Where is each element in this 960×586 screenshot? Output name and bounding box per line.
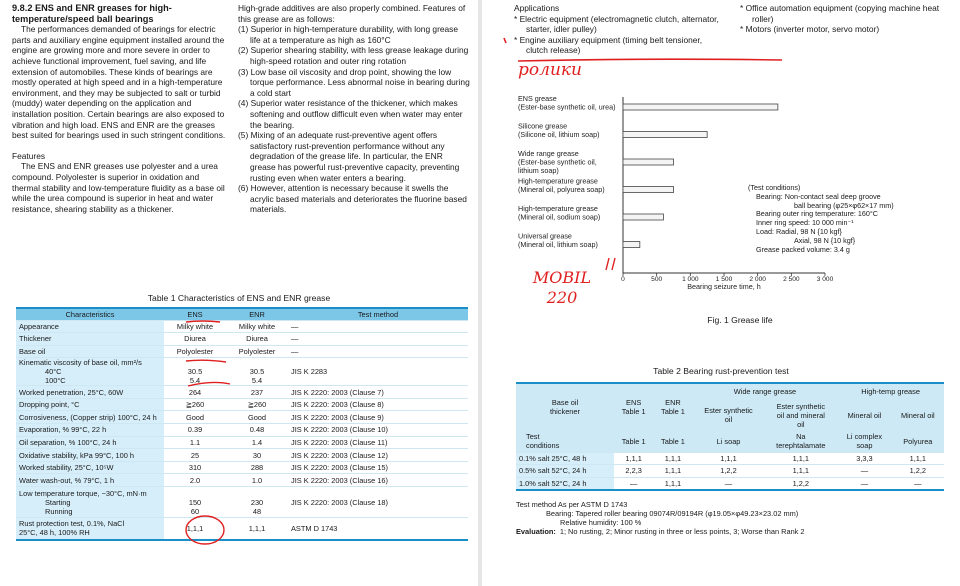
- note-line: Evaluation:: [516, 527, 556, 536]
- test-condition-line: Bearing: Non-contact seal deep groove: [756, 191, 881, 201]
- features-intro: High-grade additives are also properly combined. Features of this grease are as follows:: [238, 3, 466, 24]
- table1-cell: JIS K 2220: 2003 (Clause 18): [288, 487, 468, 518]
- table1-cell: —: [288, 320, 468, 333]
- chart-x-label: Bearing seizure time, h: [687, 282, 761, 291]
- test-condition-line: Load: Radial, 98 N {10 kgf}: [756, 226, 842, 236]
- test-condition-line: (Test conditions): [748, 183, 801, 192]
- application-item: * Motors (inverter motor, servo motor): [740, 24, 880, 35]
- chart-category-label: High-temperature grease (Mineral oil, sodium soap): [518, 204, 601, 222]
- table1-row: [16, 436, 468, 449]
- table1-header: ENS: [164, 308, 226, 320]
- table1-cell: JIS K 2220: 2003 (Clause 10): [288, 424, 468, 437]
- table2-cell: 1,2,2: [892, 465, 944, 478]
- table1-cell: JIS K 2220: 2003 (Clause 7): [288, 386, 468, 399]
- table2-cell: —: [837, 477, 891, 490]
- table1-cell: JIS K 2220: 2003 (Clause 11): [288, 436, 468, 449]
- ink-mark-tick: [504, 38, 506, 43]
- chart-category-label: High-temperature grease (Mineral oil, polyurea soap): [518, 176, 605, 194]
- table1-cell: 30: [226, 449, 288, 462]
- table1-cell: 1.0: [226, 474, 288, 487]
- table1-header: Characteristics: [16, 308, 164, 320]
- test-condition-line: Axial, 98 N {10 kgf}: [794, 235, 856, 245]
- table1-cell: Water wash-out, % 79°C, 1 h: [16, 474, 164, 487]
- table1-cell: 30.5 5.4: [164, 358, 226, 386]
- note-line: Relative humidity: 100 %: [560, 518, 642, 527]
- table2-group-header: Wide range grease: [693, 383, 838, 400]
- table2-col-header: Mineral oil: [892, 400, 944, 430]
- chart-category-label: Wide range grease (Ester-base synthetic oil, lithium soap): [518, 149, 597, 175]
- table1-cell: JIS K 2220: 2003 (Clause 16): [288, 474, 468, 487]
- table1-cell: 288: [226, 461, 288, 474]
- chart-x-tick-label: 0: [621, 276, 625, 283]
- table1-cell: 1.4: [226, 436, 288, 449]
- table1-cell: Evaporation, % 99°C, 22 h: [16, 424, 164, 437]
- table2-cell: 1,1,1: [892, 452, 944, 465]
- table1-cell: Worked stability, 25°C, 10⁵W: [16, 461, 164, 474]
- table1-cell: JIS K 2220: 2003 (Clause 12): [288, 449, 468, 462]
- table1-cell: Corrosiveness, (Copper strip) 100°C, 24 h: [16, 411, 164, 424]
- table1-cell: 1.1: [164, 436, 226, 449]
- application-item: * Office automation equipment (copying machine heat roller): [740, 3, 940, 24]
- table1-row: [16, 461, 468, 474]
- section-title: 9.8.2 ENS and ENR greases for high-temperature/speed ball bearings: [12, 3, 172, 24]
- table2-group-header: High-temp grease: [837, 383, 944, 400]
- features-paragraph: The ENS and ENR greases use polyester and a urea compound. Polyolester is superior in oxidation and thermal stability and low-temperature fluidity as a base oil while the urea compound is superior in heat and water resistance, shearing stability as a thickener.: [12, 161, 225, 214]
- table1-cell: 1,1,1: [164, 518, 226, 540]
- table2-subheader: Li complex soap: [837, 430, 891, 452]
- table2-cell: 2,2,3: [614, 465, 653, 478]
- table1-cell: JIS K 2283: [288, 358, 468, 386]
- chart-x-tick-label: 3 000: [816, 276, 834, 283]
- table2-caption: Table 2 Bearing rust-prevention test: [653, 366, 789, 376]
- table1-row: [16, 398, 468, 411]
- table1-cell: 230 48: [226, 487, 288, 518]
- features-list-item: (6) However, attention is necessary because it swells the acrylic based materials and deteriorates the fluorine based materials.: [238, 183, 467, 215]
- test-condition-line: Bearing outer ring temperature: 160°C: [756, 209, 878, 219]
- table2-cell: —: [693, 477, 765, 490]
- table2-corner-bottom: Test conditions: [516, 430, 614, 452]
- table2-cell: —: [892, 477, 944, 490]
- features-list-item: (3) Low base oil viscosity and drop point, showing the low torque performance. Less abnormal noise in bearing during a cold start: [238, 66, 470, 98]
- chart-bar: [623, 159, 674, 165]
- table1-row: [16, 333, 468, 346]
- note-line: Bearing: Tapered roller bearing 09074R/09194R (φ19.05×φ49.23×23.02 mm): [546, 509, 799, 518]
- left-column-2: [238, 3, 470, 215]
- table1-row: [16, 345, 468, 358]
- table1-cell: Dropping point, °C: [16, 398, 164, 411]
- chart-x-tick-label: 2 000: [749, 276, 766, 283]
- table2-col-header: ENS Table 1: [614, 383, 653, 430]
- features-list-item: (4) Superior water resistance of the thickener, which makes softening and outflow difficult even when water may enter the bearing.: [238, 98, 463, 130]
- features-list-item: (1) Superior in high-temperature durability, with long grease life at a temperature as high as 160°C: [238, 24, 459, 45]
- table1-row: [16, 449, 468, 462]
- chart-x-tick-label: 1 500: [715, 276, 733, 283]
- table2-col-header: Mineral oil: [837, 400, 891, 430]
- table1-cell: Base oil: [16, 345, 164, 358]
- table2-subheader: Polyurea: [892, 430, 944, 452]
- figure-caption: Fig. 1 Grease life: [707, 315, 773, 325]
- table1-cell: Low temperature torque, −30°C, mN·m Starting Running: [16, 487, 164, 518]
- table1-row: [16, 424, 468, 437]
- table1-cell: 150 60: [164, 487, 226, 518]
- chart-bar: [623, 187, 674, 193]
- table1-cell: Worked penetration, 25°C, 60W: [16, 386, 164, 399]
- table1-cell: Polyolester: [226, 345, 288, 358]
- table1-cell: Appearance: [16, 320, 164, 333]
- handwriting-rollers: ролики: [518, 60, 582, 80]
- table1-cell: ≧260: [164, 398, 226, 411]
- table2-header-row: [516, 383, 944, 400]
- features-list-item: (2) Superior shearing stability, with less grease leakage during high-speed rotation and outer ring rotation: [238, 45, 469, 66]
- left-column-1: [12, 3, 228, 214]
- table1-cell: 0.39: [164, 424, 226, 437]
- test-conditions: [748, 184, 958, 254]
- test-condition-line: Inner ring speed: 10 000 min⁻¹: [756, 218, 854, 228]
- table2-cell: —: [614, 477, 653, 490]
- handwriting-mobil: MOBIL 220: [532, 268, 592, 307]
- table1-row: [16, 358, 468, 386]
- features-list-item: (5) Mixing of an adequate rust-preventive agent offers satisfactory rust-prevention performance without any degradation of the grease life. In particular, the ENR grease has powerful rust-preventive capacity, preventing rusting even when water enters a bearing.: [238, 130, 460, 183]
- table2-subheader: Table 1: [653, 430, 692, 452]
- table2-col-header: Ester synthetic oil and mineral oil: [764, 400, 837, 430]
- table1-caption: Table 1 Characteristics of ENS and ENR grease: [147, 293, 331, 303]
- table1-cell: Diurea: [164, 333, 226, 346]
- table2-row: [516, 477, 944, 490]
- table2-subheader: Li soap: [693, 430, 765, 452]
- table2-corner-top: Base oil thickener: [516, 383, 614, 430]
- table2-cell: 1,1,1: [764, 452, 837, 465]
- table1-row: [16, 386, 468, 399]
- table-rust-prevention: [516, 382, 944, 491]
- chart-bar: [623, 132, 707, 138]
- table-characteristics: [16, 307, 468, 541]
- table2-cell: —: [837, 465, 891, 478]
- table1-header: Test method: [288, 308, 468, 320]
- table1-cell: Thickener: [16, 333, 164, 346]
- test-condition-line: ball bearing (φ25×φ62×17 mm): [794, 200, 894, 210]
- table1-cell: JIS K 2220: 2003 (Clause 15): [288, 461, 468, 474]
- table1-cell: ASTM D 1743: [288, 518, 468, 540]
- table1-cell: Good: [226, 411, 288, 424]
- chart-x-tick-label: 500: [651, 276, 663, 283]
- table1-cell: ≧260: [226, 398, 288, 411]
- table1-cell: Rust protection test, 0.1%, NaCl 25°C, 48 h, 100% RH: [16, 518, 164, 540]
- table2-cell: 1,1,1: [764, 465, 837, 478]
- table2-cell: 0.1% salt 25°C, 48 h: [516, 452, 614, 465]
- chart-bar: [623, 214, 663, 220]
- table2-col-header: Ester synthetic oil: [693, 400, 765, 430]
- chart-x-tick-label: 2 500: [783, 276, 800, 283]
- table2-subheader: Table 1: [614, 430, 653, 452]
- note-line: 1; No rusting, 2; Minor rusting in three or less points, 3; Worse than Rank 2: [559, 527, 805, 536]
- table2-cell: 1.0% salt 52°C, 24 h: [516, 477, 614, 490]
- table1-cell: —: [288, 345, 468, 358]
- table1-cell: 1,1,1: [226, 518, 288, 540]
- table1-row: [16, 320, 468, 333]
- table1-cell: 310: [164, 461, 226, 474]
- left-page: [0, 0, 478, 586]
- table2-cell: 1,1,1: [653, 452, 692, 465]
- table2-row: [516, 465, 944, 478]
- table1-cell: Milky white: [226, 320, 288, 333]
- table2-cell: 0.5% salt 52°C, 24 h: [516, 465, 614, 478]
- table1-cell: 25: [164, 449, 226, 462]
- table2-cell: 1,1,1: [693, 452, 765, 465]
- chart-x-tick-label: 1 000: [682, 276, 699, 283]
- right-page: [482, 0, 960, 586]
- table1-cell: Oxidative stability, kPa 99°C, 100 h: [16, 449, 164, 462]
- table2-cell: 1,2,2: [764, 477, 837, 490]
- table1-cell: Kinematic viscosity of base oil, mm²/s 40°C 100°C: [16, 358, 164, 386]
- table1-cell: —: [288, 333, 468, 346]
- table2-notes: [516, 500, 956, 536]
- table2-cell: 1,2,2: [693, 465, 765, 478]
- application-item: * Electric equipment (electromagnetic clutch, alternator, starter, idler pulley): [514, 13, 719, 35]
- table1-row: [16, 474, 468, 487]
- table2-cell: 1,1,1: [653, 465, 692, 478]
- features-heading: Features: [12, 150, 46, 161]
- table2-col-header: ENR Table 1: [653, 383, 692, 430]
- table2-subheader: Na terephtalamate: [764, 430, 837, 452]
- table1-cell: 264: [164, 386, 226, 399]
- table1-cell: 2.0: [164, 474, 226, 487]
- table1-cell: 0.48: [226, 424, 288, 437]
- applications-heading: Applications: [514, 3, 560, 13]
- table2-cell: 1,1,1: [653, 477, 692, 490]
- application-item: * Engine auxiliary equipment (timing belt tensioner, clutch release): [514, 34, 703, 56]
- test-condition-line: Grease packed volume: 3.4 g: [756, 244, 850, 254]
- table1-cell: Oil separation, % 100°C, 24 h: [16, 436, 164, 449]
- chart-bar: [623, 242, 640, 248]
- chart-category-label: ENS grease (Ester-base synthetic oil, urea): [518, 95, 616, 112]
- table1-cell: Milky white: [164, 320, 226, 333]
- chart-category-label: Silicone grease (Silicone oil, lithium soap): [518, 121, 600, 139]
- intro-paragraph: The performances demanded of bearings for electric parts and auxiliary engine equipment installed around the engine are growing more and more severe in order to achieve functional improvement, fuel saving, and life extension of automobiles. These kinds of bearings are mostly operated at high speed and in a high-temperature environment, and they may be subjected to salt or turbid (muddy) water depending on the application and installation position. Certain bearings are also exposed to vibration and high load. ENS and ENR are the greases best suited for bearings used in such stringent conditions.: [12, 24, 226, 141]
- table1-row: [16, 487, 468, 518]
- table2-cell: 3,3,3: [837, 452, 891, 465]
- table1-cell: 237: [226, 386, 288, 399]
- table1-row: [16, 518, 468, 540]
- table2-cell: 1,1,1: [614, 452, 653, 465]
- chart-category-label: Universal grease (Mineral oil, lithium soap): [518, 231, 598, 249]
- table1-cell: Diurea: [226, 333, 288, 346]
- table1-cell: 30.5 5.4: [226, 358, 288, 386]
- table1-header: ENR: [226, 308, 288, 320]
- features-list: [238, 24, 470, 215]
- table1-cell: Polyolester: [164, 345, 226, 358]
- table1-cell: JIS K 2220: 2003 (Clause 8): [288, 398, 468, 411]
- table2-subheader-row: [516, 430, 944, 452]
- table1-row: [16, 411, 468, 424]
- note-line: Test method As per ASTM D 1743: [516, 500, 628, 509]
- chart-bar: [623, 104, 778, 110]
- table1-cell: JIS K 2220: 2003 (Clause 9): [288, 411, 468, 424]
- table1-cell: Good: [164, 411, 226, 424]
- table2-row: [516, 452, 944, 465]
